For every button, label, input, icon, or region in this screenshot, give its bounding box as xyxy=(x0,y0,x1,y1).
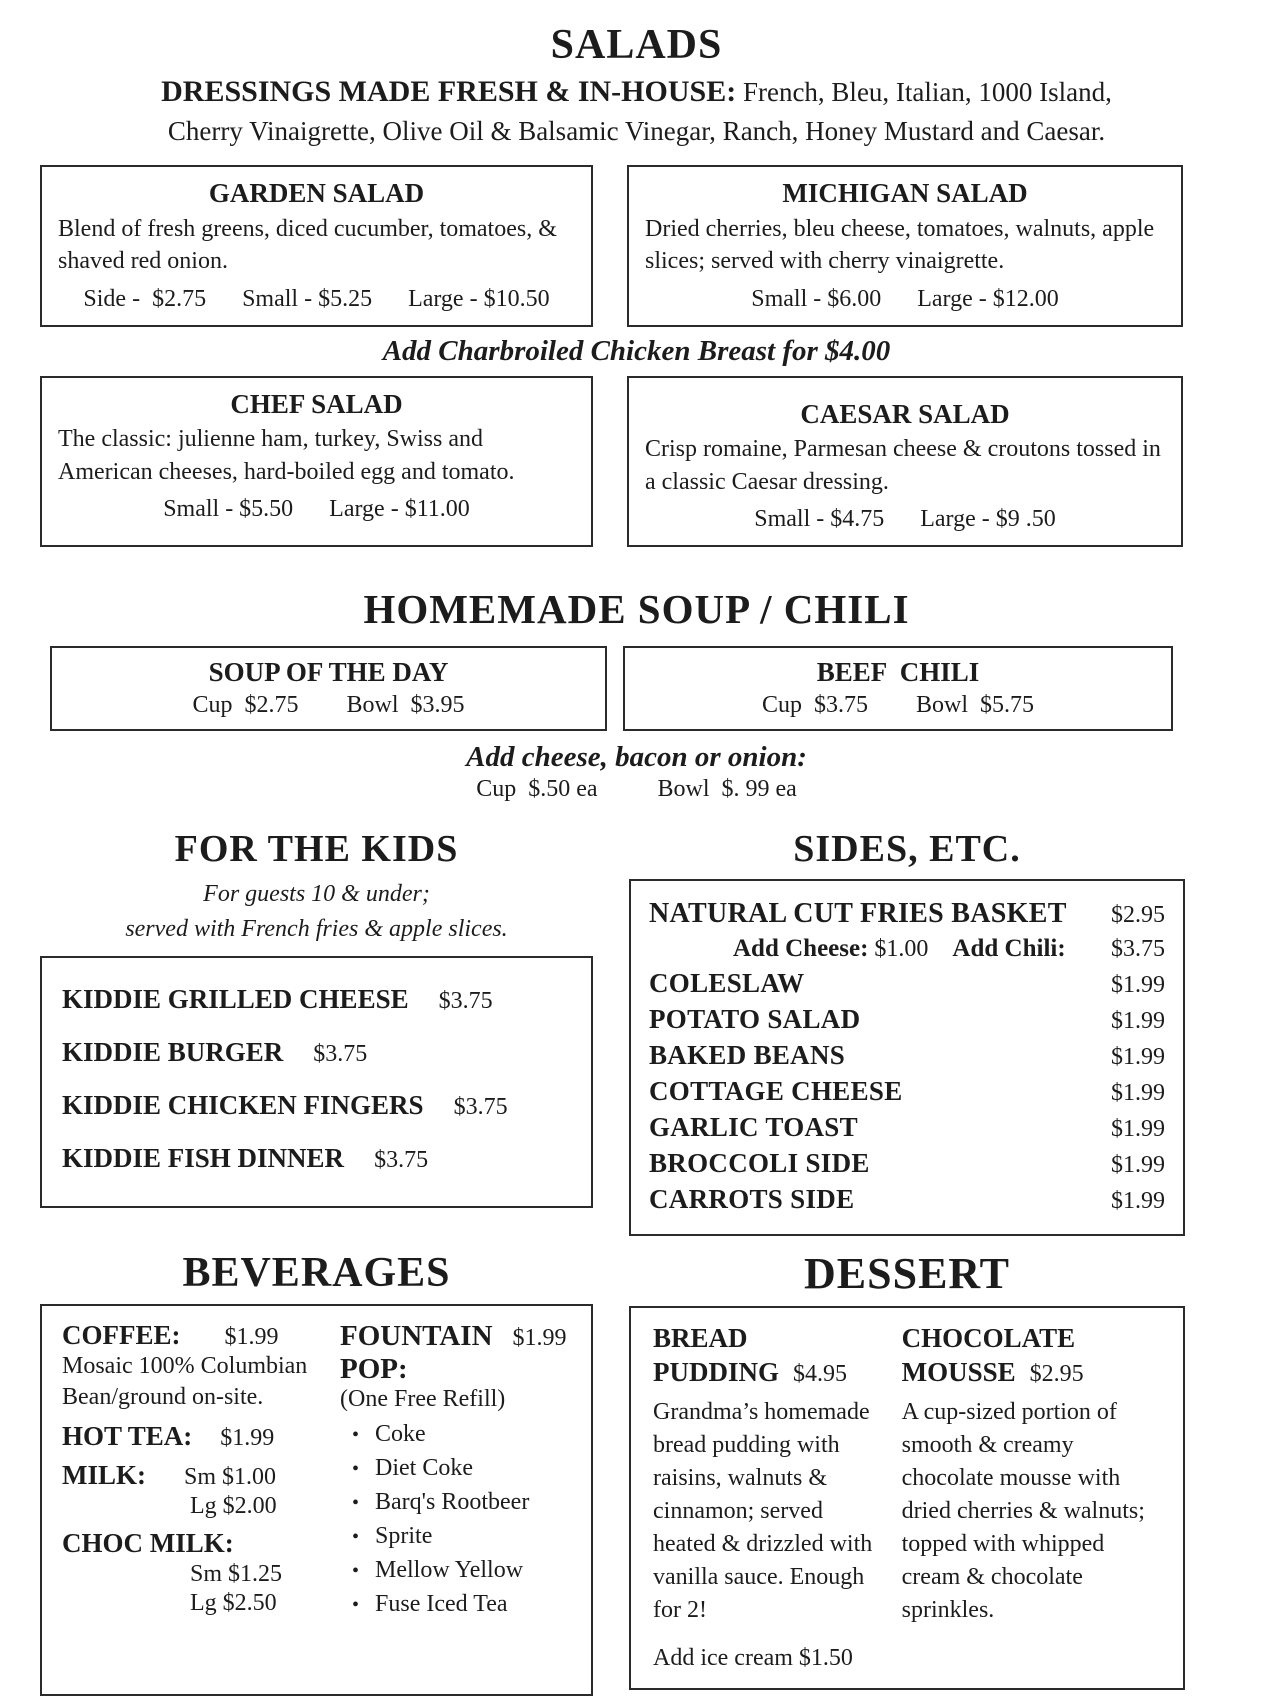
coffee-name: COFFEE: xyxy=(62,1320,181,1351)
kids-item-price: $3.75 xyxy=(374,1147,429,1174)
beef-chili-prices: Cup $3.75 Bowl $5.75 xyxy=(761,692,1034,719)
side-item-name: POTATO SALAD xyxy=(649,1003,861,1034)
add-chili-price: $3.75 xyxy=(1111,935,1165,962)
pop-label: POP: xyxy=(340,1353,408,1386)
coffee-desc xyxy=(62,1351,320,1413)
beef-chili-card xyxy=(623,646,1173,731)
beverages-title: BEVERAGES xyxy=(182,1249,451,1296)
side-item-row xyxy=(649,968,1165,999)
fries-addons-labels xyxy=(733,935,1066,963)
caesar-salad-prices: Small - $4.75 Large - $9 .50 xyxy=(754,506,1056,533)
hot-tea-row xyxy=(62,1421,320,1452)
side-item-name: COLESLAW xyxy=(649,967,805,998)
hot-tea-name: HOT TEA: xyxy=(62,1421,193,1452)
dressings-list-line1: French, Bleu, Italian, 1000 Island, xyxy=(736,77,1112,108)
fries-addons-row xyxy=(649,935,1165,963)
pop-option-label: Barq's Rootbeer xyxy=(375,1489,530,1516)
pop-option xyxy=(352,1489,575,1516)
chef-salad-prices: Small - $5.50 Large - $11.00 xyxy=(163,496,470,523)
side-item-price: $1.99 xyxy=(1111,1079,1165,1106)
add-cheese-label: Add Cheese: xyxy=(733,934,869,962)
fountain-name: FOUNTAIN xyxy=(340,1320,493,1353)
bread-pudding-name-line1: BREAD xyxy=(653,1323,748,1354)
dessert-card xyxy=(629,1306,1185,1690)
bread-pudding-block xyxy=(653,1322,876,1672)
kids-item xyxy=(62,1090,571,1121)
chef-salad-card xyxy=(40,376,593,548)
pop-option-label: Fuse Iced Tea xyxy=(375,1591,508,1618)
garden-salad-card xyxy=(40,165,593,327)
coffee-row xyxy=(62,1320,320,1351)
choc-milk-small-price: Sm $1.25 xyxy=(190,1561,283,1588)
side-item-name: CARROTS SIDE xyxy=(649,1183,855,1214)
side-item-name: BAKED BEANS xyxy=(649,1039,846,1070)
soup-title: HOMEMADE SOUP / CHILI xyxy=(363,586,910,633)
side-item-row xyxy=(649,1040,1165,1071)
salads-row-1 xyxy=(40,165,1233,327)
side-item-row xyxy=(649,1148,1165,1179)
side-item-price: $1.99 xyxy=(1111,971,1165,998)
kids-note-line2: served with French fries & apple slices. xyxy=(125,915,508,942)
bullet-icon: • xyxy=(352,1594,360,1617)
kids-item-name: KIDDIE CHICKEN FINGERS xyxy=(62,1090,424,1121)
side-item-price: $1.99 xyxy=(1111,1007,1165,1034)
kids-title: FOR THE KIDS xyxy=(174,828,459,871)
side-item-name: COTTAGE CHEESE xyxy=(649,1075,903,1106)
kids-item-price: $3.75 xyxy=(438,988,493,1015)
sides-title: SIDES, ETC. xyxy=(793,828,1021,871)
kids-column xyxy=(40,829,593,1236)
side-item-price: $1.99 xyxy=(1111,1115,1165,1142)
side-item-price: $1.99 xyxy=(1111,1187,1165,1214)
chocolate-mousse-block xyxy=(902,1322,1163,1672)
caesar-salad-card xyxy=(627,376,1183,548)
fries-basket-price: $2.95 xyxy=(1111,901,1165,928)
pop-options-list xyxy=(340,1421,575,1618)
side-item-row xyxy=(649,1184,1165,1215)
chocolate-mousse-price: $2.95 xyxy=(1029,1360,1084,1387)
pop-option xyxy=(352,1455,575,1482)
beverages-card xyxy=(40,1304,593,1696)
salads-title: SALADS xyxy=(550,22,723,68)
chocolate-mousse-name-line2: MOUSSE xyxy=(901,1356,1016,1387)
bullet-icon: • xyxy=(352,1424,360,1447)
coffee-price: $1.99 xyxy=(224,1324,279,1351)
dressings-list-line2: Cherry Vinaigrette, Olive Oil & Balsamic Vinegar, Ranch, Honey Mustard and Caesar. xyxy=(167,115,1106,146)
caesar-salad-desc: Crisp romaine, Parmesan cheese & croutons tossed in a classic Caesar dressing. xyxy=(645,436,1161,495)
michigan-salad-card xyxy=(627,165,1183,327)
soup-add-note: Add cheese, bacon or onion: xyxy=(466,741,807,774)
chef-salad-name: CHEF SALAD xyxy=(230,388,403,419)
sides-column xyxy=(629,829,1185,1236)
bullet-icon: • xyxy=(352,1560,360,1583)
sides-menu-card xyxy=(629,879,1185,1236)
bread-pudding-add-ice-cream: Add ice cream $1.50 xyxy=(653,1645,853,1672)
kids-item-name: KIDDIE FISH DINNER xyxy=(62,1143,345,1174)
pop-option-label: Diet Coke xyxy=(375,1455,473,1482)
pop-option-label: Sprite xyxy=(375,1523,433,1550)
refill-note: (One Free Refill) xyxy=(340,1386,506,1413)
side-item-price: $1.99 xyxy=(1111,1151,1165,1178)
side-item-price: $1.99 xyxy=(1111,1043,1165,1070)
garden-salad-prices: Side - $2.75 Small - $5.25 Large - $10.50 xyxy=(83,285,550,312)
section-kids-sides xyxy=(40,829,1233,1236)
side-item-row xyxy=(649,1004,1165,1035)
milk-small-price: Sm $1.00 xyxy=(184,1464,277,1491)
fountain-price: $1.99 xyxy=(512,1325,567,1352)
chocolate-mousse-desc: A cup-sized portion of smooth & creamy chocolate mousse with dried cherries & walnuts; topped with whipped cream & chocolate sprinkles. xyxy=(901,1398,1145,1624)
fries-basket-row xyxy=(649,898,1165,930)
chocolate-mousse-name-line1: CHOCOLATE xyxy=(901,1323,1076,1354)
milk-large-price: Lg $2.00 xyxy=(190,1493,277,1520)
salads-row-2 xyxy=(40,376,1233,548)
kids-item-name: KIDDIE GRILLED CHEESE xyxy=(62,984,409,1015)
dessert-title: DESSERT xyxy=(804,1248,1010,1298)
side-item-row xyxy=(649,1112,1165,1143)
kids-item-price: $3.75 xyxy=(313,1041,368,1068)
kids-item xyxy=(62,984,571,1015)
soup-row xyxy=(40,646,1233,731)
fountain-column xyxy=(340,1320,575,1678)
dressings-heading: DRESSINGS MADE FRESH & IN-HOUSE: xyxy=(161,75,737,109)
beverages-left-column xyxy=(62,1320,320,1678)
add-chili-label: Add Chili: xyxy=(952,934,1066,962)
dressings-note xyxy=(40,72,1233,149)
garden-salad-desc: Blend of fresh greens, diced cucumber, tomatoes, & shaved red onion. xyxy=(58,215,557,275)
fountain-row xyxy=(340,1320,575,1353)
kids-menu-card xyxy=(40,956,593,1208)
kids-item-price: $3.75 xyxy=(453,1094,508,1121)
milk-name: MILK: xyxy=(62,1460,146,1491)
side-item-name: GARLIC TOAST xyxy=(649,1111,858,1142)
bread-pudding-name xyxy=(653,1322,876,1390)
section-soup-chili xyxy=(40,587,1233,803)
michigan-salad-name: MICHIGAN SALAD xyxy=(782,178,1028,209)
add-cheese-price: $1.00 xyxy=(874,935,929,962)
pop-option-label: Coke xyxy=(375,1421,426,1448)
pop-option xyxy=(352,1557,575,1584)
section-salads xyxy=(40,22,1233,547)
pop-option xyxy=(352,1421,575,1448)
soup-of-day-prices: Cup $2.75 Bowl $3.95 xyxy=(192,692,465,719)
beef-chili-name: BEEF CHILI xyxy=(816,657,980,688)
kids-item xyxy=(62,1037,571,1068)
kids-note-line1: For guests 10 & under; xyxy=(203,880,430,907)
beverages-column xyxy=(40,1250,593,1696)
choc-milk-large-price: Lg $2.50 xyxy=(190,1590,277,1617)
kids-item xyxy=(62,1143,571,1174)
choc-milk-name: CHOC MILK: xyxy=(62,1528,234,1559)
michigan-salad-prices: Small - $6.00 Large - $12.00 xyxy=(751,285,1059,312)
choc-milk-row xyxy=(62,1528,320,1559)
bread-pudding-desc: Grandma’s homemade bread pudding with raisins, walnuts & cinnamon; served heated & drizzled with vanilla sauce. Enough for 2! xyxy=(653,1398,873,1624)
kids-note xyxy=(40,877,593,947)
garden-salad-name: GARDEN SALAD xyxy=(208,178,425,209)
coffee-desc-line2: Bean/ground on-site. xyxy=(62,1384,264,1411)
chef-salad-desc: The classic: julienne ham, turkey, Swiss and American cheeses, hard-boiled egg and tomato. xyxy=(58,426,515,485)
section-beverages-dessert xyxy=(40,1250,1233,1696)
hot-tea-price: $1.99 xyxy=(220,1425,275,1452)
side-item-name: BROCCOLI SIDE xyxy=(649,1147,870,1178)
chocolate-mousse-name xyxy=(902,1322,1163,1390)
coffee-desc-line1: Mosaic 100% Columbian xyxy=(62,1353,308,1380)
bullet-icon: • xyxy=(352,1526,360,1549)
soup-of-day-card xyxy=(50,646,607,731)
pop-option xyxy=(352,1591,575,1618)
bullet-icon: • xyxy=(352,1458,360,1481)
bread-pudding-price: $4.95 xyxy=(793,1360,847,1387)
pop-option xyxy=(352,1523,575,1550)
pop-option-label: Mellow Yellow xyxy=(375,1557,524,1584)
add-chicken-note: Add Charbroiled Chicken Breast for $4.00 xyxy=(382,334,891,367)
soup-add-prices: Cup $.50 ea Bowl $. 99 ea xyxy=(476,776,797,803)
milk-row xyxy=(62,1460,320,1491)
bullet-icon: • xyxy=(352,1492,360,1515)
bread-pudding-name-line2: PUDDING xyxy=(653,1356,779,1387)
fries-basket-name: NATURAL CUT FRIES BASKET xyxy=(649,897,1067,929)
side-item-row xyxy=(649,1076,1165,1107)
michigan-salad-desc: Dried cherries, bleu cheese, tomatoes, walnuts, apple slices; served with cherry vinaigrette. xyxy=(645,215,1155,275)
dessert-column xyxy=(629,1250,1185,1696)
soup-of-day-name: SOUP OF THE DAY xyxy=(208,657,449,688)
kids-item-name: KIDDIE BURGER xyxy=(62,1037,284,1068)
caesar-salad-name: CAESAR SALAD xyxy=(800,398,1010,429)
